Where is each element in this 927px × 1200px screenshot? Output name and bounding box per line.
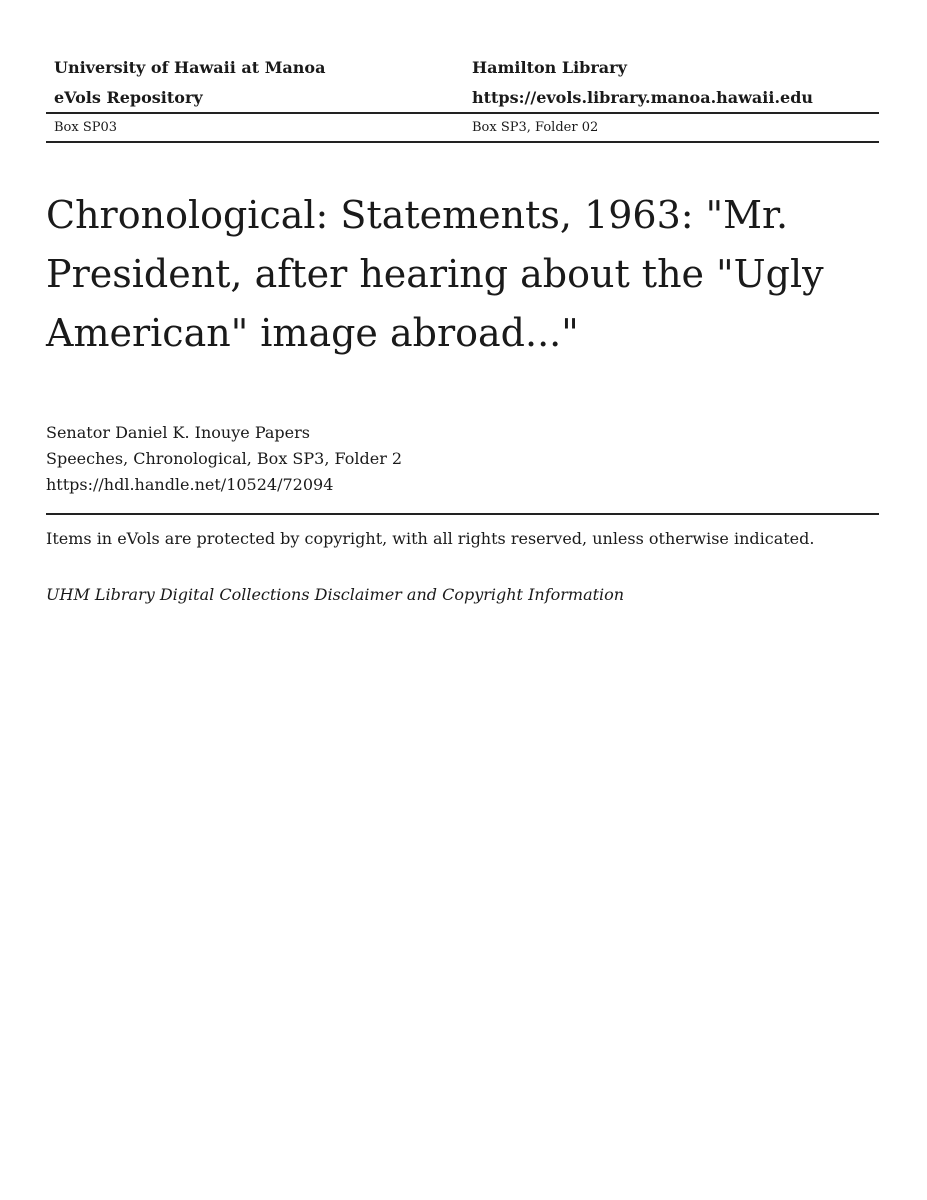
header-row-2: [46, 82, 879, 112]
box-row: [46, 114, 879, 141]
document-metadata: [46, 420, 402, 498]
collection-name: Senator Daniel K. Inouye Papers: [46, 423, 310, 442]
series-info: Speeches, Chronological, Box SP3, Folder 2: [46, 449, 403, 468]
disclaimer-link[interactable]: UHM Library Digital Collections Disclaimer and Copyright Information: [46, 585, 625, 604]
repository-url-link[interactable]: https://evols.library.manoa.hawaii.edu: [472, 87, 814, 107]
section-divider: [46, 513, 879, 515]
box-folder-label: Box SP3, Folder 02: [472, 120, 599, 135]
rights-statement: Items in eVols are protected by copyright, with all rights reserved, unless otherwise indicated.: [46, 529, 815, 548]
repository-name: eVols Repository: [54, 87, 203, 107]
institution-name: University of Hawaii at Manoa: [54, 57, 326, 77]
header-rule-bottom: [46, 141, 879, 143]
box-label: Box SP03: [54, 120, 118, 135]
library-name: Hamilton Library: [472, 57, 627, 77]
document-title: Chronological: Statements, 1963: "Mr. President, after hearing about the "Ugly American" image abroad...": [46, 193, 824, 355]
handle-link[interactable]: https://hdl.handle.net/10524/72094: [46, 475, 334, 494]
document-header: [46, 52, 879, 143]
header-row-1: [46, 52, 879, 82]
